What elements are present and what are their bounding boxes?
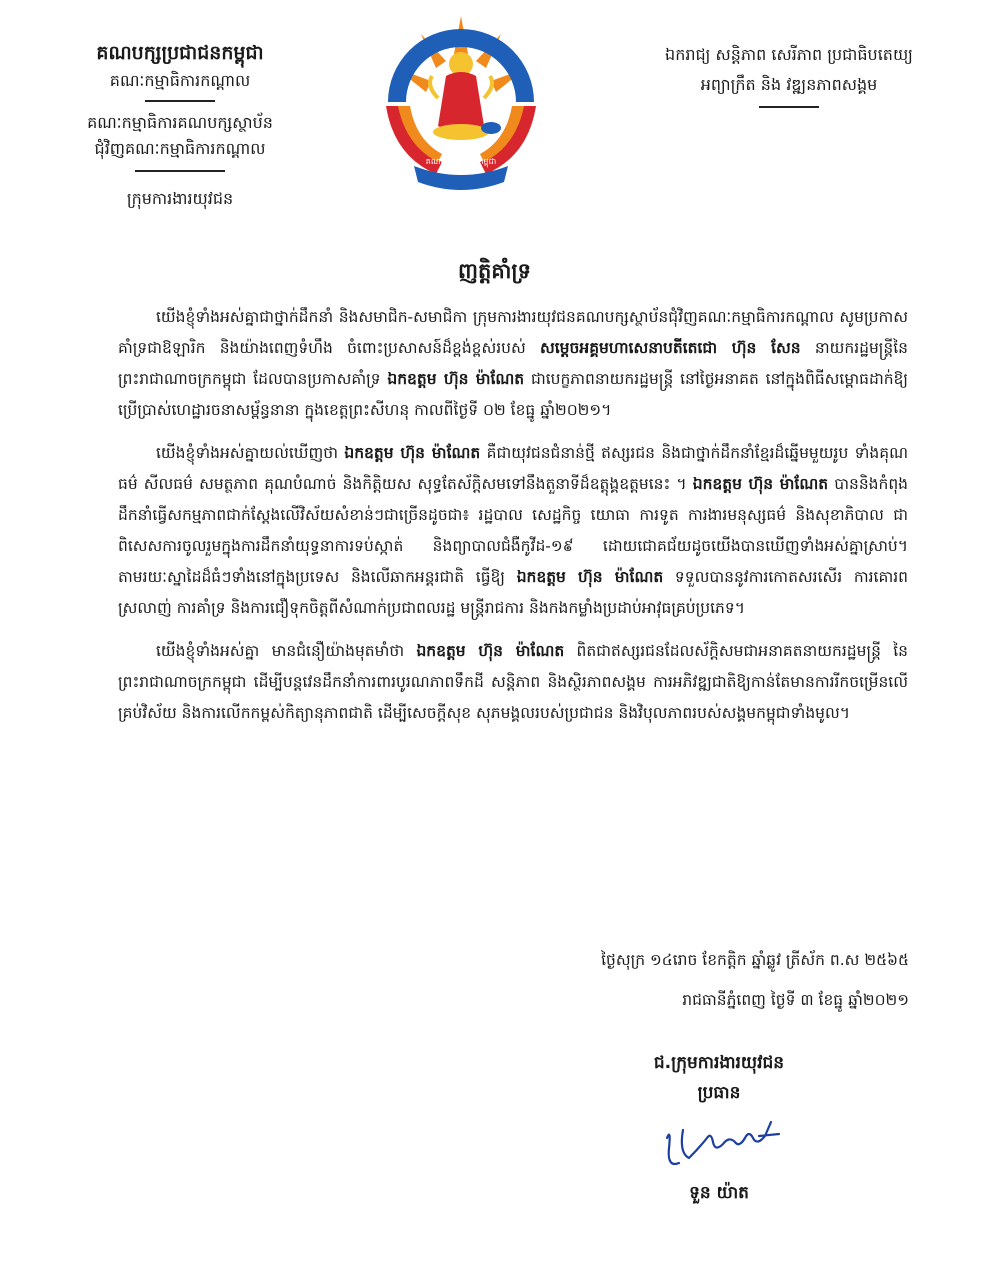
- sub-committee-line1: គណៈកម្មាធិការគណបក្សស្ថាប័ន: [87, 113, 273, 132]
- p3-text-a: យើងខ្ញុំទាំងអស់គ្នា មានជំនឿយ៉ាងមុតមាំថា: [156, 642, 417, 660]
- document-body: [118, 302, 908, 741]
- p1-text-c: ជាបេក្ខភាពនាយករដ្ឋមន្ត្រី នៅថ្ងៃអនាគត នៅក្នុងពិធីសម្ពោធដាក់ឱ្យប្រើប្រាស់ហេដ្ឋារចនាសម្ព័ន្ធនានា ក្នុងខេត្តព្រះសីហនុ កាលពីថ្ងៃទី ០២ ខែធ្នូ ឆ្នាំ២០២១។: [118, 370, 908, 419]
- committee-name: គណៈកម្មាធិការកណ្តាល: [109, 71, 251, 90]
- p1-name-2: ឯកឧត្តម ហ៊ុន ម៉ាណែត: [387, 370, 525, 388]
- paragraph-3: [118, 636, 908, 729]
- p2-text-a: យើងខ្ញុំទាំងអស់គ្នាយល់ឃើញថា: [156, 444, 345, 462]
- lunar-date: ថ្ងៃសុក្រ ១៤រោច ខែកត្តិក ឆ្នាំឆ្លូវ ត្រីស័ក ព.ស ២៥៦៥: [601, 951, 909, 969]
- p1-name-1: សម្តេចអគ្គមហាសេនាបតីតេជោ ហ៊ុន សែន: [540, 339, 801, 357]
- paragraph-2: [118, 438, 908, 624]
- header-divider-2: [135, 170, 225, 172]
- p2-text-d: ទទួលបាននូវការកោតសរសើរ ការគោរពស្រលាញ់ ការគាំទ្រ និងការជឿទុកចិត្តពីសំណាក់ប្រជាពលរដ្ឋ មន្ត្រីរាជការ និងកងកម្លាំងប្រដាប់អាវុធគ្រប់ប្រភេទ។: [118, 568, 908, 617]
- header-left: [40, 38, 320, 212]
- header-divider: [145, 100, 215, 102]
- p3-name-1: ឯកឧត្តម ហ៊ុន ម៉ាណែត: [416, 642, 565, 660]
- signature-block: [569, 1048, 869, 1208]
- solar-date: រាជធានីភ្នំពេញ ថ្ងៃទី ៣ ខែធ្នូ ឆ្នាំ២០២១: [682, 991, 909, 1009]
- party-name: គណបក្សប្រជាជនកម្ពុជា: [96, 42, 264, 64]
- national-motto-line2: អព្យាក្រឹត និង វឌ្ឍនភាពសង្គម: [700, 75, 878, 94]
- p1-text-b: នាយករដ្ឋមន្រ្តីនៃព្រះរាជាណាចក្រកម្ពុជា ដែលបានប្រកាសគាំទ្រ: [118, 339, 908, 388]
- sub-committee-line2: ជុំវិញគណៈកម្មាធិការកណ្តាល: [94, 139, 266, 158]
- p1-text-a: យើងខ្ញុំទាំងអស់គ្នាជាថ្នាក់ដឹកនាំ និងសមាជិក-សមាជិកា ក្រុមការងារយុវជនគណបក្សស្ថាប័នជុំវិញគណៈកម្មាធិការកណ្តាល សូមប្រកាសគាំទ្រជាឱឡារិក និងយ៉ាងពេញទំហឹង ចំពោះប្រសាសន៍ដ៏ខ្ពង់ខ្ពស់របស់: [118, 308, 908, 357]
- signatory-name: ទួន យ៉ាត: [689, 1183, 749, 1203]
- document-title: ញត្តិគាំទ្រ: [458, 259, 531, 283]
- p2-name-1: ឯកឧត្តម ហ៊ុន ម៉ាណែត: [344, 444, 481, 462]
- p2-name-2: ឯកឧត្តម ហ៊ុន ម៉ាណែត: [692, 475, 829, 493]
- signatory-role: ប្រធាន: [697, 1083, 741, 1103]
- logo-label: គណបក្សប្រជាជនកម្ពុជា: [425, 157, 497, 166]
- p2-text-c: បាននិងកំពុងដឹកនាំធ្វើសកម្មភាពជាក់ស្តែងលើវិស័យសំខាន់ៗជាច្រើនដូចជា៖ រដ្ឋបាល សេដ្ឋកិច្ច យោធា ការទូត ការងារមនុស្សធម៌ និងសុខាភិបាល ជាពិសេសការចូលរួមក្នុងការដឹកនាំយុទ្ធនាការទប់ស្កាត់ និងព្យាបាលជំងឺកូវីដ-១៩ ដោយជោគជ័យដូចយើងបានឃើញទាំងអស់គ្នាស្រាប់។ តាមរយៈស្នាដៃដ៏ធំៗទាំងនៅក្នុងប្រទេស និងលើឆាកអន្តរជាតិ ធ្វើឱ្យ: [118, 475, 909, 586]
- signatory-org: ជ.ក្រុមការងារយុវជន: [653, 1053, 785, 1073]
- header-right: [629, 40, 949, 108]
- handwritten-signature-icon: [649, 1108, 789, 1178]
- p2-name-3: ឯកឧត្តម ហ៊ុន ម៉ាណែត: [516, 568, 664, 586]
- paragraph-1: [118, 302, 908, 426]
- p2-text-b: គឺជាយុវជនជំនាន់ថ្មី ឥស្សរជន និងជាថ្នាក់ដឹកនាំខ្មែរដ៏ឆ្នើមមួយរូប ទាំងគុណធម៌ សីលធម៌ សមត្ថភាព គុណបំណាច់ និងកិត្តិយស សុទ្ធតែស័ក្តិសមទៅនឹងតួនាទីដ៏ឧត្តុង្គឧត្តមនេះ ។: [118, 444, 908, 493]
- national-motto-line1: ឯករាជ្យ សន្តិភាព សេរីភាព ប្រជាធិបតេយ្យ: [665, 45, 913, 64]
- p3-text-b: ពិតជាឥស្សរជនដែលស័ក្តិសមជាអនាគតនាយករដ្ឋមន្ត្រី នៃព្រះរាជាណាចក្រកម្ពុជា ដើម្បីបន្តវេនដឹកនាំការពារបូរណភាពទឹកដី សន្តិភាព និងស្ថិរភាពសង្គម ការអភិវឌ្ឍជាតិឱ្យកាន់តែមានការរីកចម្រើនលើគ្រប់វិស័យ និងការលើកកម្ពស់កិត្យានុភាពជាតិ ដើម្បីសេចក្តីសុខ សុភមង្គលរបស់ប្រជាជន និងវិបុលភាពរបស់សង្គមកម្ពុជាទាំងមូល។: [118, 642, 909, 722]
- motto-divider: [759, 106, 819, 108]
- youth-group-name: ក្រុមការងារយុវជន: [126, 189, 234, 208]
- date-block: [601, 940, 909, 1020]
